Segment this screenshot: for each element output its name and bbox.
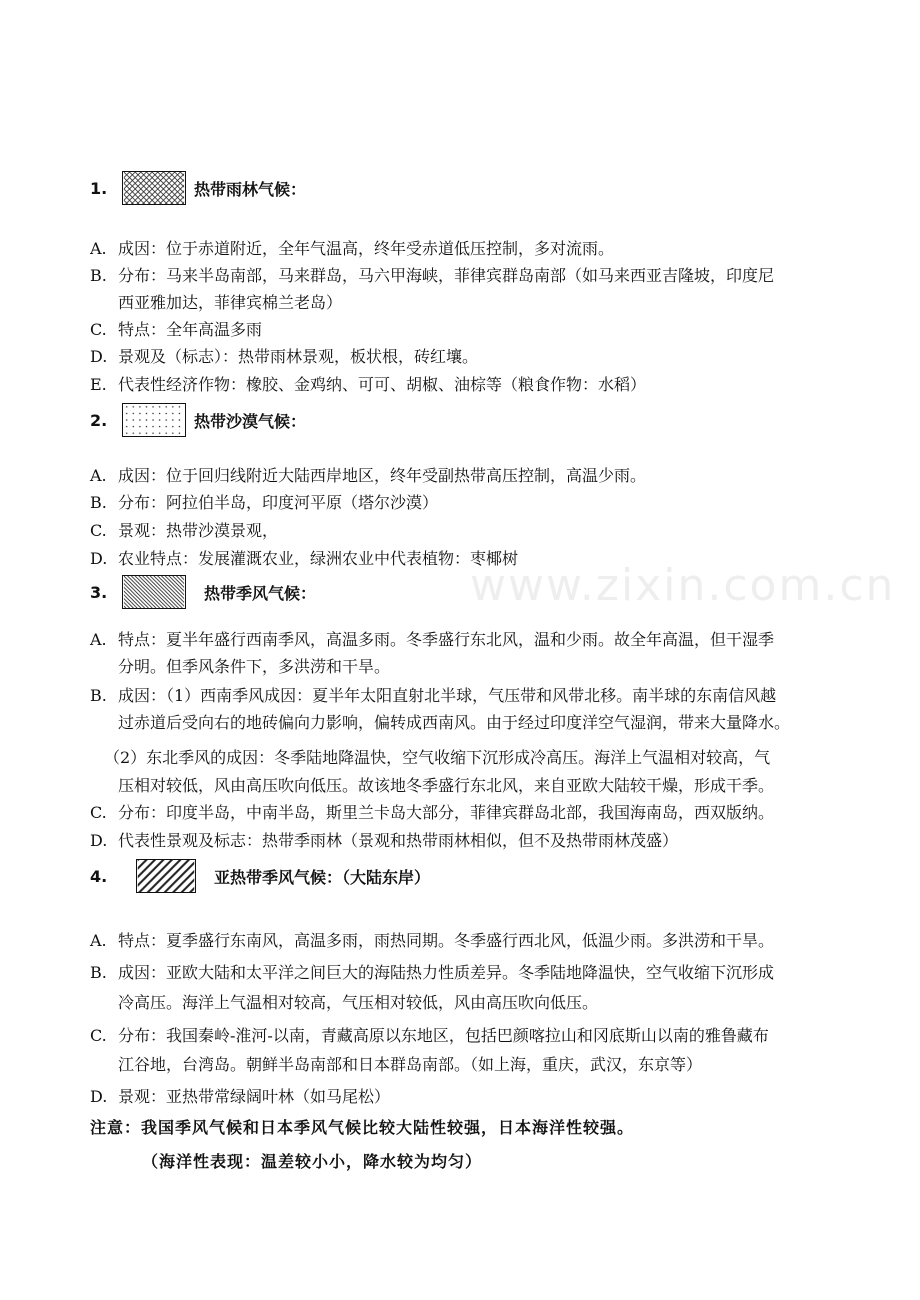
- list-item: B. 分布：阿拉伯半岛，印度河平原（塔尔沙漠）: [90, 493, 439, 512]
- section-3-number: 3.: [90, 582, 108, 602]
- list-item: A. 特点：夏半年盛行西南季风，高温多雨。冬季盛行东北风，温和少雨。故全年高温，但干湿季: [90, 630, 775, 649]
- list-item: B. 成因：（1）西南季风成因：夏半年太阳直射北半球，气压带和风带北移。南半球的东南信风越: [90, 686, 777, 705]
- watermark: www.zixin.com.cn: [470, 560, 896, 611]
- section-2-title: 热带沙漠气候：: [194, 411, 307, 431]
- crosshatch-pattern-icon: [122, 171, 186, 205]
- list-item: D. 景观：亚热带常绿阔叶林（如马尾松）: [90, 1087, 391, 1106]
- list-item: （2）东北季风的成因：冬季陆地降温快，空气收缩下沉形成冷高压。海洋上气温相对较高，气: [104, 748, 771, 767]
- section-1-title: 热带雨林气候：: [194, 179, 307, 199]
- list-item: C. 分布：我国秦岭-淮河-以南，青藏高原以东地区，包括巴颜喀拉山和冈底斯山以南的雅鲁藏布: [90, 1026, 769, 1045]
- dense-diagonal-pattern-icon: [122, 575, 186, 609]
- note-line-1: 注意：我国季风气候和日本季风气候比较大陆性较强，日本海洋性较强。: [90, 1118, 635, 1137]
- section-4-title: 亚热带季风气候：（大陆东岸）: [214, 867, 431, 887]
- list-item: B. 成因：亚欧大陆和太平洋之间巨大的海陆热力性质差异。冬季陆地降温快，空气收缩下沉形成: [90, 963, 775, 982]
- list-item: C. 分布：印度半岛，中南半岛，斯里兰卡岛大部分，菲律宾群岛北部，我国海南岛，西双版纳。: [90, 803, 775, 822]
- section-1-number: 1.: [90, 178, 108, 198]
- dotted-pattern-icon: [122, 403, 186, 437]
- list-item: A. 成因：位于赤道附近，全年气温高，终年受赤道低压控制，多对流雨。: [90, 239, 615, 258]
- section-3-heading: [90, 574, 316, 610]
- note-line-2: （海洋性表现：温差较小小，降水较为均匀）: [142, 1152, 483, 1171]
- section-4-heading: [90, 858, 430, 894]
- section-1-heading: [90, 170, 306, 206]
- list-item: C. 景观：热带沙漠景观，: [90, 521, 279, 540]
- list-item-continuation: 分明。但季风条件下，多洪涝和干旱。: [118, 657, 391, 676]
- list-item: D. 景观及（标志）：热带雨林景观，板状根，砖红壤。: [90, 347, 479, 366]
- section-2-heading: [90, 402, 306, 438]
- list-item-continuation: 冷高压。海洋上气温相对较高，气压相对较低，风由高压吹向低压。: [118, 993, 599, 1012]
- list-item-continuation: 江谷地，台湾岛。朝鲜半岛南部和日本群岛南部。（如上海，重庆，武汉，东京等）: [118, 1055, 703, 1074]
- section-2-number: 2.: [90, 410, 108, 430]
- list-item: A. 特点：夏季盛行东南风，高温多雨，雨热同期。冬季盛行西北风，低温少雨。多洪涝和干旱。: [90, 931, 775, 950]
- wide-diagonal-pattern-icon: [136, 859, 196, 893]
- list-item-continuation: 过赤道后受向右的地砖偏向力影响，偏转成西南风。由于经过印度洋空气湿润，带来大量降水。: [118, 713, 791, 732]
- list-item-continuation: 西亚雅加达，菲律宾棉兰老岛）: [118, 293, 343, 312]
- list-item: D. 农业特点：发展灌溉农业，绿洲农业中代表植物：枣椰树: [90, 549, 519, 568]
- section-3-title: 热带季风气候：: [204, 583, 317, 603]
- section-4-number: 4.: [90, 866, 108, 886]
- list-item: D. 代表性景观及标志：热带季雨林（景观和热带雨林相似，但不及热带雨林茂盛）: [90, 831, 679, 850]
- list-item-continuation: 压相对较低，风由高压吹向低压。故该地冬季盛行东北风，来自亚欧大陆较干燥，形成干季。: [118, 776, 775, 795]
- list-item: B. 分布：马来半岛南部，马来群岛，马六甲海峡，菲律宾群岛南部（如马来西亚吉隆坡，印度尼: [90, 266, 775, 285]
- list-item: C. 特点：全年高温多雨: [90, 320, 263, 339]
- list-item: A. 成因：位于回归线附近大陆西岸地区，终年受副热带高压控制，高温少雨。: [90, 466, 647, 485]
- list-item: E. 代表性经济作物：橡胶、金鸡纳、可可、胡椒、油棕等（粮食作物：水稻）: [90, 375, 647, 394]
